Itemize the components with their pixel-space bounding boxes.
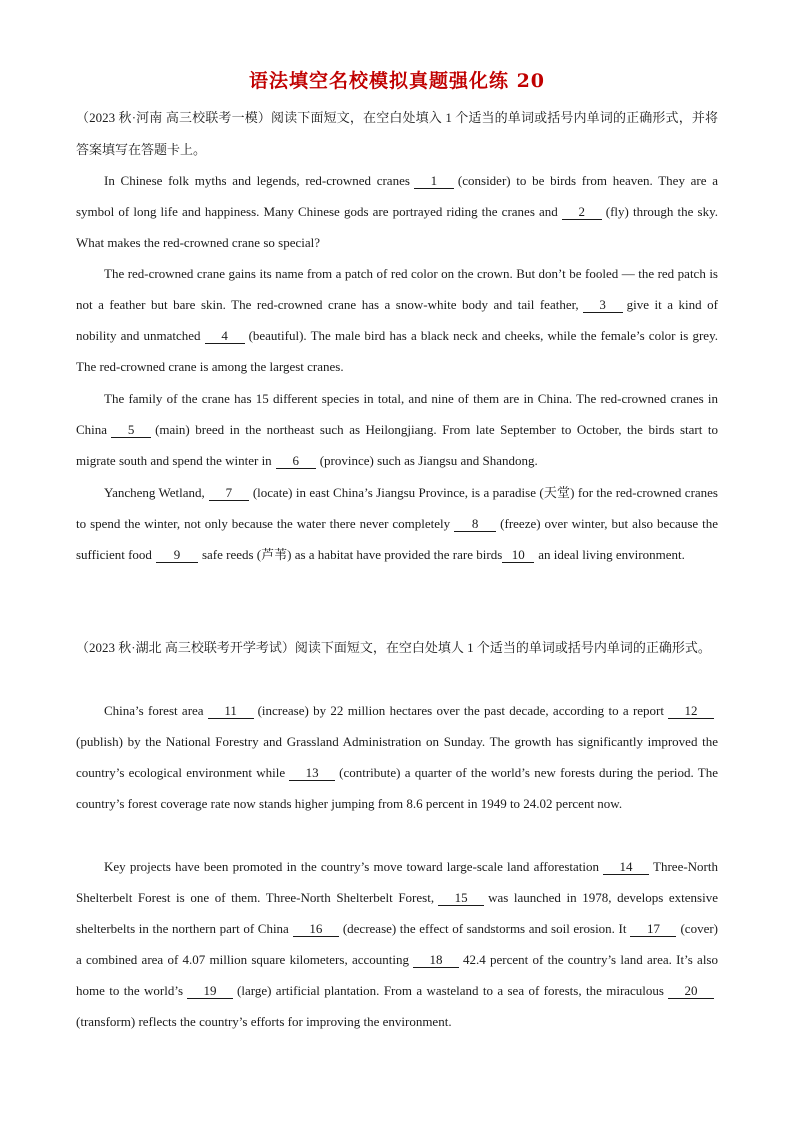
- blank-16[interactable]: 16: [293, 921, 339, 937]
- blank-20[interactable]: 20: [668, 983, 714, 999]
- text: Key projects have been promoted in the country’s move toward large-scale land afforestation: [104, 859, 600, 874]
- blank-7[interactable]: 7: [209, 485, 249, 501]
- passage1-paragraph-4: [76, 477, 718, 570]
- blank-11[interactable]: 11: [208, 703, 254, 719]
- text: The red-crowned crane gains its name from a patch of red color on the crown. But don’t be fooled — the red patch is not a feather but bare skin. The red-crowned crane has a snow-white body and tail feather,: [76, 266, 718, 312]
- text: (contribute) a quarter of the world’s new forests during the period. The country’s forest coverage rate now stands higher jumping from 8.6 percent in 1949 to 24.02 percent now.: [76, 765, 718, 811]
- text: (province) such as Jiangsu and Shandong.: [319, 453, 538, 468]
- text: (large) artificial plantation. From a wasteland to a sea of forests, the miraculous: [237, 983, 664, 998]
- text: The family of the crane has 15 different species in total, and nine of them are in China. The red-crowned cranes in China: [76, 391, 718, 437]
- text: (increase) by 22 million hectares over the past decade, according to a report: [257, 703, 664, 718]
- text: (transform) reflects the country’s efforts for improving the environment.: [76, 1014, 452, 1029]
- text: (publish) by the National Forestry and Grassland Administration on Sunday. The growth has significantly improved the country’s ecological environment while: [76, 734, 718, 780]
- blank-17[interactable]: 17: [630, 921, 676, 937]
- text: give it a kind of nobility and unmatched: [76, 297, 718, 343]
- text: (consider) to be birds from heaven. They are a symbol of long life and happiness. Many Chinese gods are portrayed riding the cranes and: [76, 173, 718, 219]
- passage2-paragraph-2: [76, 851, 718, 1037]
- passage1-paragraph-1: [76, 165, 718, 258]
- page-title: 语法填空名校模拟真题强化练 20: [248, 70, 546, 92]
- passage2-instructions: （2023 秋·湖北 高三校联考开学考试）阅读下面短文，在空白处填人 1 个适当的单词或括号内单词的正确形式。: [76, 640, 711, 655]
- blank-5[interactable]: 5: [111, 422, 151, 438]
- text: was launched in 1978, develops extensive shelterbelts in the northern part of China: [76, 890, 718, 936]
- passage1-paragraph-2: [76, 258, 718, 382]
- blank-12[interactable]: 12: [668, 703, 714, 719]
- passage1-instructions: （2023 秋·河南 高三校联考一模）阅读下面短文，在空白处填入 1 个适当的单词或括号内单词的正确形式，并将答案填写在答题卡上。: [76, 110, 718, 157]
- blank-19[interactable]: 19: [187, 983, 233, 999]
- blank-14[interactable]: 14: [603, 859, 649, 875]
- blank-10[interactable]: 10: [502, 547, 534, 563]
- blank-1[interactable]: 1: [414, 173, 454, 189]
- blank-18[interactable]: 18: [413, 952, 459, 968]
- blank-4[interactable]: 4: [205, 328, 245, 344]
- text: Three-North Shelterbelt Forest is one of them. Three-North Shelterbelt Forest,: [76, 859, 718, 905]
- text: Yancheng Wetland,: [104, 485, 205, 500]
- text: China’s forest area: [104, 703, 204, 718]
- text: an ideal living environment.: [538, 547, 685, 562]
- blank-8[interactable]: 8: [454, 516, 496, 532]
- text: safe reeds (芦苇) as a habitat have provided the rare birds: [201, 547, 503, 562]
- text: (cover) a combined area of 4.07 million square kilometers, accounting: [76, 921, 718, 967]
- blank-13[interactable]: 13: [289, 765, 335, 781]
- text: In Chinese folk myths and legends, red-crowned cranes: [104, 173, 410, 188]
- text: (main) breed in the northeast such as Heilongjiang. From late September to October, the birds start to migrate south and spend the winter in: [76, 422, 718, 468]
- text: (locate) in east China’s Jiangsu Province, is a paradise (天堂) for the red-crowned cranes to spend the winter, not only because the water there never completely: [76, 485, 718, 531]
- blank-6[interactable]: 6: [276, 453, 316, 469]
- blank-3[interactable]: 3: [583, 297, 623, 313]
- blank-2[interactable]: 2: [562, 204, 602, 220]
- passage1-paragraph-3: [76, 383, 718, 476]
- text: (decrease) the effect of sandstorms and soil erosion. It: [342, 921, 627, 936]
- passage2-paragraph-1: [76, 695, 718, 819]
- text: 42.4 percent of the country’s land area. It’s also home to the world’s: [76, 952, 718, 998]
- blank-15[interactable]: 15: [438, 890, 484, 906]
- text: (fly) through the sky. What makes the red-crowned crane so special?: [76, 204, 718, 250]
- blank-9[interactable]: 9: [156, 547, 198, 563]
- text: (freeze) over winter, but also because the sufficient food: [76, 516, 719, 562]
- text: (beautiful). The male bird has a black neck and cheeks, while the female’s color is grey. The red-crowned crane is among the largest cranes.: [76, 328, 718, 374]
